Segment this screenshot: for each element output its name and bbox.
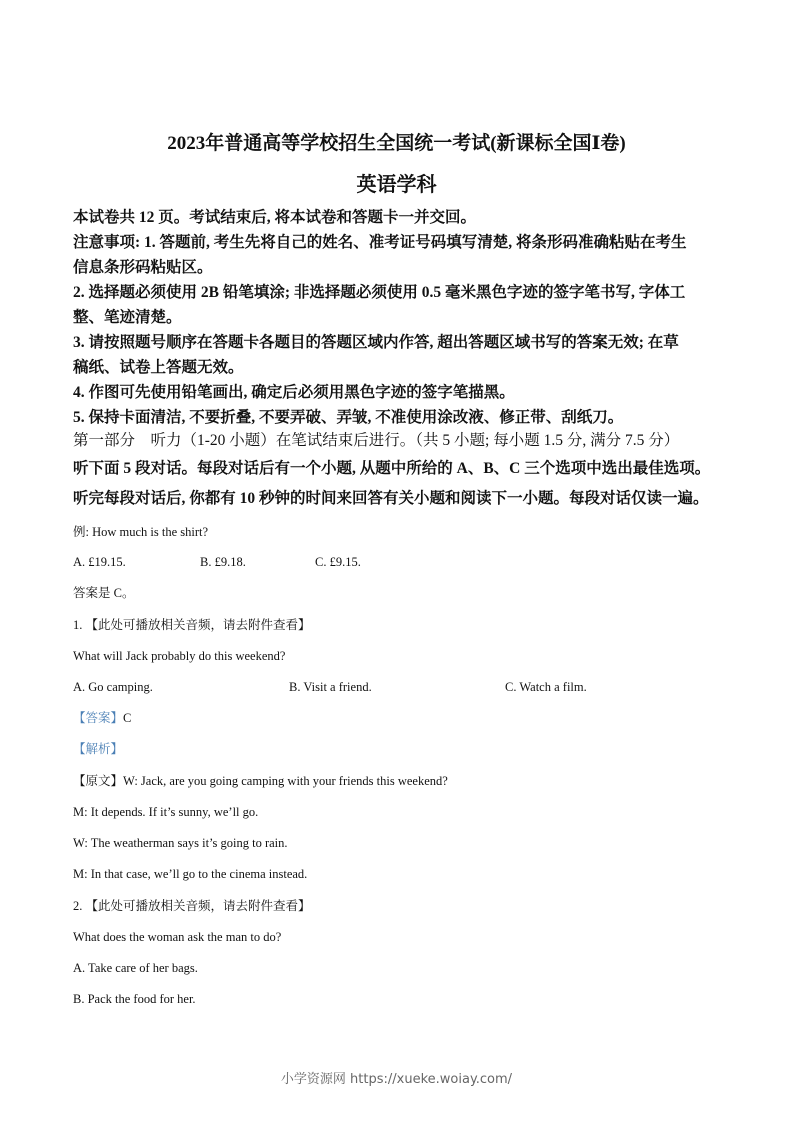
instruction-line: 信息条形码粘贴区。 [73,259,213,276]
q1-option-a: A. Go camping. [73,680,153,694]
instruction-line: 3. 请按照题号顺序在答题卡各题目的答题区域内作答, 超出答题区域书写的答案无效; 在草 [73,334,679,351]
section-heading: 第一部分 听力（1-20 小题）在笔试结束后进行。（共 5 小题; 每小题 1.5 分, 满分 7.5 分） [73,432,680,449]
transcript-line: M: It depends. If it’s sunny, we’ll go. [73,805,259,819]
q1-answer [73,708,131,728]
instruction-line: 2. 选择题必须使用 2B 铅笔填涂; 非选择题必须使用 0.5 毫米黑色字迹的签字笔书写, 字体工 [73,284,686,301]
q2-audio[interactable]: 2. 【此处可播放相关音频，请去附件查看】 [73,899,311,913]
page-subtitle: 英语学科 [356,174,437,196]
answer-label: 【答案】 [73,711,124,725]
instruction-line: 本试卷共 12 页。考试结束后, 将本试卷和答题卡一并交回。 [73,209,477,226]
q1-question: What will Jack probably do this weekend? [73,649,286,663]
instruction-line: 4. 作图可先使用铅笔画出, 确定后必须用黑色字迹的签字笔描黑。 [73,384,515,401]
example-answer: 答案是 C。 [73,586,135,600]
instruction-line: 稿纸、试卷上答题无效。 [73,359,244,376]
example-question: 例: How much is the shirt? [73,525,209,539]
q2-option-b: B. Pack the food for her. [73,992,196,1006]
analysis-label: 【解析】 [73,742,124,756]
q2-question: What does the woman ask the man to do? [73,930,282,944]
transcript-line: W: The weatherman says it’s going to rain. [73,836,288,850]
transcript-line: M: In that case, we’ll go to the cinema instead. [73,867,308,881]
instruction-line: 整、笔迹清楚。 [73,309,182,326]
q2-option-a: A. Take care of her bags. [73,961,198,975]
page-title: 2023年普通高等学校招生全国统一考试(新课标全国Ⅰ卷) [167,133,626,154]
instruction-line: 注意事项: 1. 答题前, 考生先将自己的姓名、准考证号码填写清楚, 将条形码准确粘贴在考生 [73,234,687,251]
instruction-line: 5. 保持卡面清洁, 不要折叠, 不要弄破、弄皱, 不准使用涂改液、修正带、刮纸刀。 [73,409,624,426]
footer-watermark: 小学资源网 https://xueke.woiay.com/ [280,1072,513,1087]
instruction-line: 听完每段对话后, 你都有 10 秒钟的时间来回答有关小题和阅读下一小题。每段对话仅读一遍。 [73,490,709,507]
example-option-a: A. £19.15. [73,555,126,569]
q1-option-b: B. Visit a friend. [289,680,372,694]
instruction-line: 听下面 5 段对话。每段对话后有一个小题, 从题中所给的 A、B、C 三个选项中选出最佳选项。 [73,460,711,477]
example-option-b: B. £9.18. [200,555,246,569]
transcript-line: 【原文】W: Jack, are you going camping with your friends this weekend? [73,774,448,788]
q1-audio[interactable]: 1. 【此处可播放相关音频，请去附件查看】 [73,618,311,632]
example-option-c: C. £9.15. [315,555,361,569]
q1-option-c: C. Watch a film. [505,680,587,694]
answer-value: C [123,711,132,725]
